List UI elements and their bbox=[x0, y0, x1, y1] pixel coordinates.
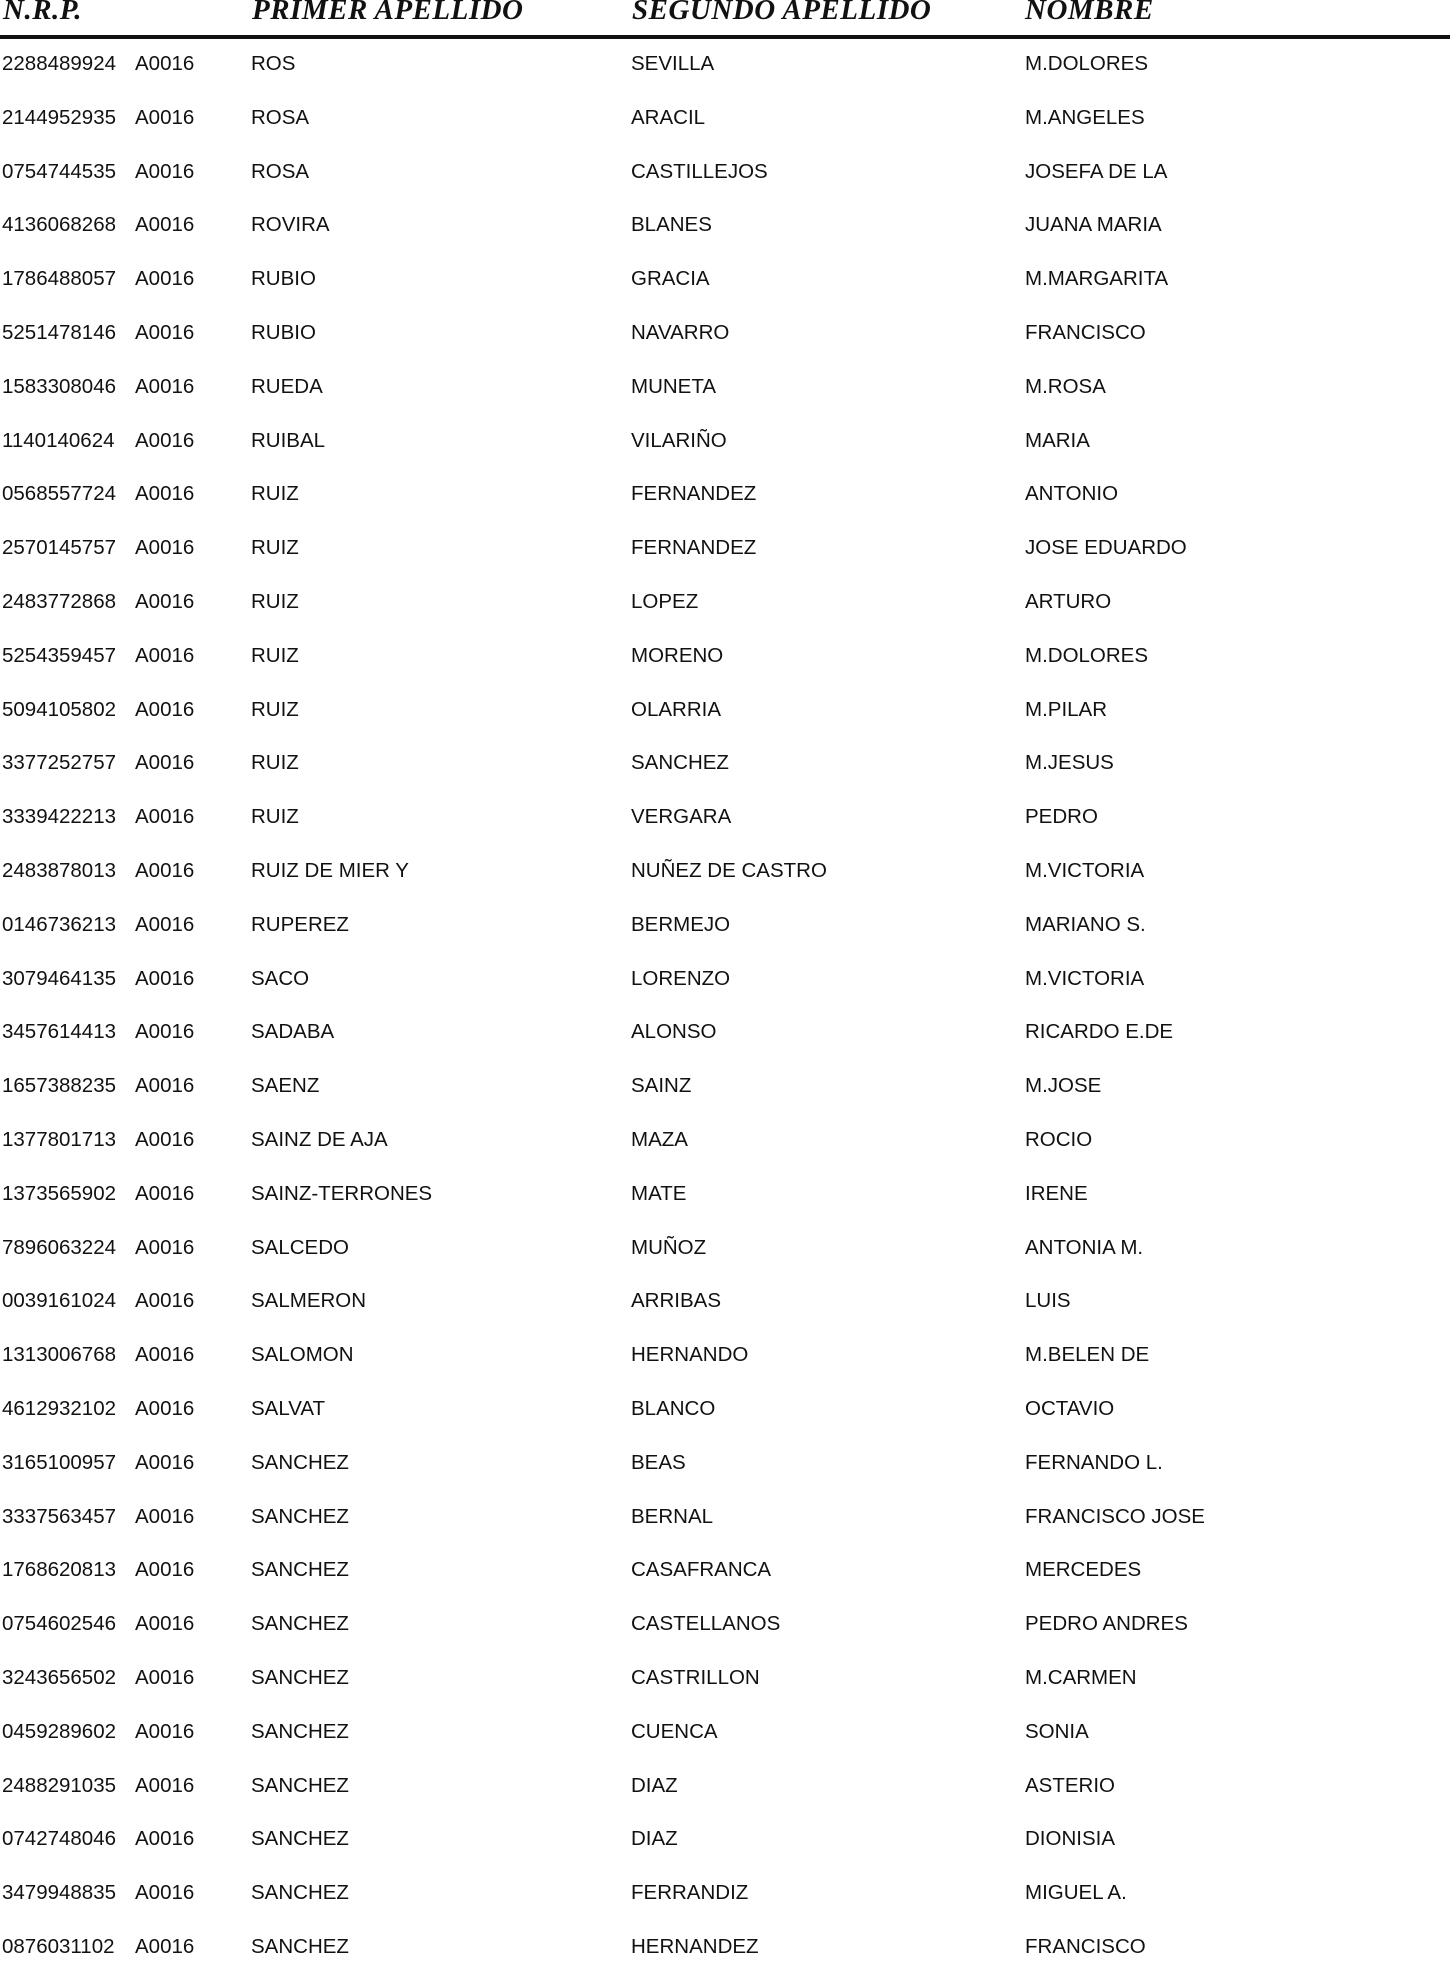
cell-nrp: 7896063224 bbox=[2, 1235, 117, 1259]
cell-code: A0016 bbox=[135, 858, 195, 882]
cell-primer-apellido: RUIZ bbox=[251, 805, 299, 829]
table-row bbox=[0, 425, 1450, 479]
cell-code: A0016 bbox=[135, 1074, 195, 1098]
cell-primer-apellido: RUIBAL bbox=[251, 428, 326, 452]
table-row bbox=[0, 1823, 1450, 1877]
cell-primer-apellido: SALCEDO bbox=[251, 1235, 349, 1259]
table-row bbox=[0, 1716, 1450, 1770]
cell-primer-apellido: RUIZ DE MIER Y bbox=[251, 858, 409, 882]
cell-primer-apellido: RUIZ bbox=[251, 697, 299, 721]
cell-code: A0016 bbox=[135, 267, 195, 291]
cell-nombre: ANTONIO bbox=[1025, 482, 1119, 506]
cell-nombre: JOSEFA DE LA bbox=[1025, 159, 1168, 183]
table-row bbox=[0, 1285, 1450, 1339]
cell-nrp: 4136068268 bbox=[2, 213, 117, 237]
table-row bbox=[0, 1124, 1450, 1178]
cell-nrp: 0568557724 bbox=[2, 482, 117, 506]
cell-nrp: 0742748046 bbox=[2, 1827, 117, 1851]
cell-primer-apellido: ROS bbox=[251, 52, 296, 75]
cell-nombre: M.CARMEN bbox=[1025, 1665, 1137, 1689]
cell-segundo-apellido: CUENCA bbox=[631, 1719, 718, 1743]
cell-segundo-apellido: BERNAL bbox=[631, 1504, 714, 1528]
cell-segundo-apellido: CASTRILLON bbox=[631, 1665, 760, 1689]
table-row bbox=[0, 532, 1450, 586]
cell-nombre: M.DOLORES bbox=[1025, 643, 1149, 667]
cell-code: A0016 bbox=[135, 1558, 195, 1582]
cell-nrp: 4612932102 bbox=[2, 1396, 117, 1420]
table-row bbox=[0, 371, 1450, 425]
cell-code: A0016 bbox=[135, 643, 195, 667]
cell-segundo-apellido: LOPEZ bbox=[631, 589, 699, 613]
cell-segundo-apellido: HERNANDO bbox=[631, 1343, 749, 1367]
table-row bbox=[0, 1608, 1450, 1662]
cell-nombre: M.MARGARITA bbox=[1025, 267, 1169, 291]
cell-code: A0016 bbox=[135, 1396, 195, 1420]
cell-nombre: MARIA bbox=[1025, 428, 1090, 452]
cell-primer-apellido: RUIZ bbox=[251, 482, 299, 506]
cell-nombre: MERCEDES bbox=[1025, 1558, 1142, 1582]
cell-code: A0016 bbox=[135, 1773, 195, 1797]
cell-primer-apellido: SANCHEZ bbox=[251, 1719, 349, 1743]
header-nombre: NOMBRE bbox=[1025, 0, 1154, 26]
table-row bbox=[0, 1554, 1450, 1608]
cell-code: A0016 bbox=[135, 536, 195, 560]
cell-code: A0016 bbox=[135, 428, 195, 452]
cell-code: A0016 bbox=[135, 159, 195, 183]
table-row bbox=[0, 48, 1450, 102]
cell-nombre: OCTAVIO bbox=[1025, 1396, 1115, 1420]
cell-segundo-apellido: MUÑOZ bbox=[631, 1235, 707, 1259]
cell-nombre: FRANCISCO JOSE bbox=[1025, 1504, 1205, 1528]
table-row bbox=[0, 963, 1450, 1017]
table-row bbox=[0, 156, 1450, 210]
cell-primer-apellido: RUBIO bbox=[251, 320, 316, 344]
cell-nrp: 2144952935 bbox=[2, 105, 117, 129]
cell-segundo-apellido: BLANES bbox=[631, 213, 712, 237]
header-primer-apellido: PRIMER APELLIDO bbox=[252, 0, 524, 26]
table-row bbox=[0, 747, 1450, 801]
cell-primer-apellido: SAENZ bbox=[251, 1074, 320, 1098]
cell-segundo-apellido: FERNANDEZ bbox=[631, 536, 757, 560]
cell-segundo-apellido: CASTILLEJOS bbox=[631, 159, 768, 183]
cell-primer-apellido: SANCHEZ bbox=[251, 1773, 349, 1797]
cell-nombre: LUIS bbox=[1025, 1289, 1071, 1313]
cell-code: A0016 bbox=[135, 966, 195, 990]
cell-nombre: ARTURO bbox=[1025, 589, 1112, 613]
cell-nrp: 5094105802 bbox=[2, 697, 117, 721]
cell-code: A0016 bbox=[135, 1343, 195, 1367]
cell-code: A0016 bbox=[135, 213, 195, 237]
cell-code: A0016 bbox=[135, 697, 195, 721]
cell-nombre: SONIA bbox=[1025, 1719, 1089, 1743]
cell-nombre: M.VICTORIA bbox=[1025, 966, 1145, 990]
cell-segundo-apellido: BERMEJO bbox=[631, 912, 731, 936]
cell-nombre: ASTERIO bbox=[1025, 1773, 1115, 1797]
cell-segundo-apellido: FERNANDEZ bbox=[631, 482, 757, 506]
cell-code: A0016 bbox=[135, 1289, 195, 1313]
cell-nombre: M.JESUS bbox=[1025, 751, 1114, 775]
cell-nrp: 2483772868 bbox=[2, 589, 117, 613]
cell-code: A0016 bbox=[135, 1827, 195, 1851]
cell-code: A0016 bbox=[135, 52, 195, 75]
cell-primer-apellido: SACO bbox=[251, 966, 310, 990]
cell-primer-apellido: RUIZ bbox=[251, 643, 299, 667]
cell-primer-apellido: SALMERON bbox=[251, 1289, 367, 1313]
cell-segundo-apellido: LORENZO bbox=[631, 966, 731, 990]
cell-segundo-apellido: HERNANDEZ bbox=[631, 1934, 759, 1958]
cell-primer-apellido: RUIZ bbox=[251, 751, 299, 775]
cell-code: A0016 bbox=[135, 805, 195, 829]
cell-nombre: FERNANDO L. bbox=[1025, 1450, 1163, 1474]
cell-nrp: 3079464135 bbox=[2, 966, 117, 990]
cell-segundo-apellido: FERRANDIZ bbox=[631, 1881, 749, 1905]
table-row bbox=[0, 1447, 1450, 1501]
cell-nrp: 1786488057 bbox=[2, 267, 117, 291]
table-row bbox=[0, 801, 1450, 855]
header-segundo-apellido: SEGUNDO APELLIDO bbox=[632, 0, 932, 26]
cell-code: A0016 bbox=[135, 1235, 195, 1259]
cell-nrp: 1377801713 bbox=[2, 1127, 117, 1151]
cell-code: A0016 bbox=[135, 1504, 195, 1528]
table-row bbox=[0, 1877, 1450, 1931]
cell-nrp: 3377252757 bbox=[2, 751, 117, 775]
cell-nombre: DIONISIA bbox=[1025, 1827, 1115, 1851]
cell-code: A0016 bbox=[135, 1181, 195, 1205]
cell-code: A0016 bbox=[135, 1934, 195, 1958]
cell-primer-apellido: RUBIO bbox=[251, 267, 316, 291]
table-row bbox=[0, 1662, 1450, 1716]
cell-nrp: 2483878013 bbox=[2, 858, 117, 882]
cell-code: A0016 bbox=[135, 751, 195, 775]
cell-nrp: 1657388235 bbox=[2, 1074, 117, 1098]
cell-nrp: 3165100957 bbox=[2, 1450, 117, 1474]
cell-nrp: 0754602546 bbox=[2, 1612, 117, 1636]
cell-primer-apellido: RUIZ bbox=[251, 589, 299, 613]
table-row bbox=[0, 102, 1450, 156]
cell-segundo-apellido: MATE bbox=[631, 1181, 687, 1205]
cell-nombre: FRANCISCO bbox=[1025, 1934, 1146, 1958]
cell-nombre: PEDRO ANDRES bbox=[1025, 1612, 1188, 1636]
cell-nrp: 5251478146 bbox=[2, 320, 117, 344]
cell-nombre: JUANA MARIA bbox=[1025, 213, 1162, 237]
cell-primer-apellido: SANCHEZ bbox=[251, 1665, 349, 1689]
cell-primer-apellido: SALOMON bbox=[251, 1343, 354, 1367]
cell-nrp: 0754744535 bbox=[2, 159, 117, 183]
cell-code: A0016 bbox=[135, 589, 195, 613]
cell-nrp: 0459289602 bbox=[2, 1719, 117, 1743]
cell-segundo-apellido: MAZA bbox=[631, 1127, 688, 1151]
cell-segundo-apellido: ARACIL bbox=[631, 105, 706, 129]
cell-nrp: 0876031102 bbox=[2, 1934, 115, 1958]
cell-nombre: JOSE EDUARDO bbox=[1025, 536, 1187, 560]
cell-segundo-apellido: DIAZ bbox=[631, 1773, 678, 1797]
cell-segundo-apellido: CASTELLANOS bbox=[631, 1612, 781, 1636]
cell-primer-apellido: RUEDA bbox=[251, 374, 323, 398]
cell-code: A0016 bbox=[135, 1450, 195, 1474]
cell-code: A0016 bbox=[135, 1665, 195, 1689]
cell-primer-apellido: SANCHEZ bbox=[251, 1450, 349, 1474]
cell-code: A0016 bbox=[135, 912, 195, 936]
cell-code: A0016 bbox=[135, 374, 195, 398]
cell-nombre: IRENE bbox=[1025, 1181, 1088, 1205]
table-row bbox=[0, 263, 1450, 317]
cell-nombre: M.DOLORES bbox=[1025, 52, 1149, 75]
cell-nombre: M.ROSA bbox=[1025, 374, 1106, 398]
cell-primer-apellido: SANCHEZ bbox=[251, 1934, 349, 1958]
cell-primer-apellido: SANCHEZ bbox=[251, 1504, 349, 1528]
cell-segundo-apellido: VERGARA bbox=[631, 805, 732, 829]
cell-nrp: 3339422213 bbox=[2, 805, 117, 829]
table-row bbox=[0, 1016, 1450, 1070]
cell-nrp: 2488291035 bbox=[2, 1773, 117, 1797]
cell-segundo-apellido: ARRIBAS bbox=[631, 1289, 721, 1313]
cell-nombre: M.JOSE bbox=[1025, 1074, 1102, 1098]
cell-segundo-apellido: VILARIÑO bbox=[631, 428, 727, 452]
cell-code: A0016 bbox=[135, 482, 195, 506]
table-row bbox=[0, 1770, 1450, 1824]
cell-segundo-apellido: GRACIA bbox=[631, 267, 710, 291]
cell-nrp: 1313006768 bbox=[2, 1343, 117, 1367]
table-row bbox=[0, 1931, 1450, 1962]
cell-nombre: FRANCISCO bbox=[1025, 320, 1146, 344]
cell-segundo-apellido: OLARRIA bbox=[631, 697, 721, 721]
cell-segundo-apellido: SANCHEZ bbox=[631, 751, 729, 775]
cell-nombre: PEDRO bbox=[1025, 805, 1098, 829]
cell-nombre: ROCIO bbox=[1025, 1127, 1093, 1151]
cell-primer-apellido: ROSA bbox=[251, 159, 310, 183]
cell-primer-apellido: SAINZ-TERRONES bbox=[251, 1181, 433, 1205]
table-body bbox=[0, 48, 1450, 1962]
cell-code: A0016 bbox=[135, 1612, 195, 1636]
cell-primer-apellido: SANCHEZ bbox=[251, 1827, 349, 1851]
cell-segundo-apellido: NUÑEZ DE CASTRO bbox=[631, 858, 827, 882]
header-nrp: N.R.P. bbox=[3, 0, 83, 26]
cell-primer-apellido: SANCHEZ bbox=[251, 1881, 349, 1905]
cell-segundo-apellido: CASAFRANCA bbox=[631, 1558, 772, 1582]
cell-primer-apellido: SANCHEZ bbox=[251, 1558, 349, 1582]
cell-primer-apellido: SALVAT bbox=[251, 1396, 326, 1420]
cell-segundo-apellido: MUNETA bbox=[631, 374, 717, 398]
cell-primer-apellido: RUIZ bbox=[251, 536, 299, 560]
cell-nrp: 2570145757 bbox=[2, 536, 117, 560]
table-row bbox=[0, 1070, 1450, 1124]
cell-nrp: 3479948835 bbox=[2, 1881, 117, 1905]
table-row bbox=[0, 909, 1450, 963]
cell-code: A0016 bbox=[135, 1020, 195, 1044]
table-row bbox=[0, 1339, 1450, 1393]
table-row bbox=[0, 1232, 1450, 1286]
table-row bbox=[0, 317, 1450, 371]
cell-segundo-apellido: BLANCO bbox=[631, 1396, 716, 1420]
cell-nombre: M.VICTORIA bbox=[1025, 858, 1145, 882]
cell-nrp: 3243656502 bbox=[2, 1665, 117, 1689]
cell-nrp: 3337563457 bbox=[2, 1504, 117, 1528]
cell-nombre: M.BELEN DE bbox=[1025, 1343, 1150, 1367]
cell-nrp: 0146736213 bbox=[2, 912, 117, 936]
cell-code: A0016 bbox=[135, 1127, 195, 1151]
table-row bbox=[0, 855, 1450, 909]
cell-code: A0016 bbox=[135, 105, 195, 129]
table-header bbox=[0, 0, 1450, 30]
table-row bbox=[0, 1501, 1450, 1555]
table-row bbox=[0, 1393, 1450, 1447]
table-row bbox=[0, 209, 1450, 263]
cell-nrp: 0039161024 bbox=[2, 1289, 117, 1313]
cell-nrp: 1140140624 bbox=[2, 428, 115, 452]
cell-nrp: 1768620813 bbox=[2, 1558, 117, 1582]
cell-primer-apellido: ROSA bbox=[251, 105, 310, 129]
cell-nrp: 2288489924 bbox=[2, 52, 117, 75]
cell-primer-apellido: RUPEREZ bbox=[251, 912, 349, 936]
cell-primer-apellido: SANCHEZ bbox=[251, 1612, 349, 1636]
cell-nombre: RICARDO E.DE bbox=[1025, 1020, 1174, 1044]
cell-primer-apellido: SADABA bbox=[251, 1020, 335, 1044]
cell-nombre: M.PILAR bbox=[1025, 697, 1108, 721]
table-row bbox=[0, 694, 1450, 748]
table-row bbox=[0, 478, 1450, 532]
cell-segundo-apellido: NAVARRO bbox=[631, 320, 730, 344]
table-row bbox=[0, 586, 1450, 640]
cell-nrp: 3457614413 bbox=[2, 1020, 117, 1044]
cell-nrp: 1583308046 bbox=[2, 374, 117, 398]
cell-nombre: M.ANGELES bbox=[1025, 105, 1145, 129]
cell-code: A0016 bbox=[135, 320, 195, 344]
cell-segundo-apellido: SEVILLA bbox=[631, 52, 715, 75]
cell-code: A0016 bbox=[135, 1719, 195, 1743]
cell-segundo-apellido: DIAZ bbox=[631, 1827, 678, 1851]
cell-nombre: MARIANO S. bbox=[1025, 912, 1146, 936]
cell-segundo-apellido: BEAS bbox=[631, 1450, 686, 1474]
cell-primer-apellido: SAINZ DE AJA bbox=[251, 1127, 388, 1151]
table-row bbox=[0, 640, 1450, 694]
cell-segundo-apellido: ALONSO bbox=[631, 1020, 717, 1044]
cell-nombre: MIGUEL A. bbox=[1025, 1881, 1127, 1905]
cell-segundo-apellido: SAINZ bbox=[631, 1074, 692, 1098]
table-row bbox=[0, 1178, 1450, 1232]
cell-nrp: 1373565902 bbox=[2, 1181, 117, 1205]
cell-code: A0016 bbox=[135, 1881, 195, 1905]
cell-segundo-apellido: MORENO bbox=[631, 643, 724, 667]
header-rule bbox=[0, 35, 1450, 39]
cell-primer-apellido: ROVIRA bbox=[251, 213, 330, 237]
cell-nombre: ANTONIA M. bbox=[1025, 1235, 1144, 1259]
cell-nrp: 5254359457 bbox=[2, 643, 117, 667]
